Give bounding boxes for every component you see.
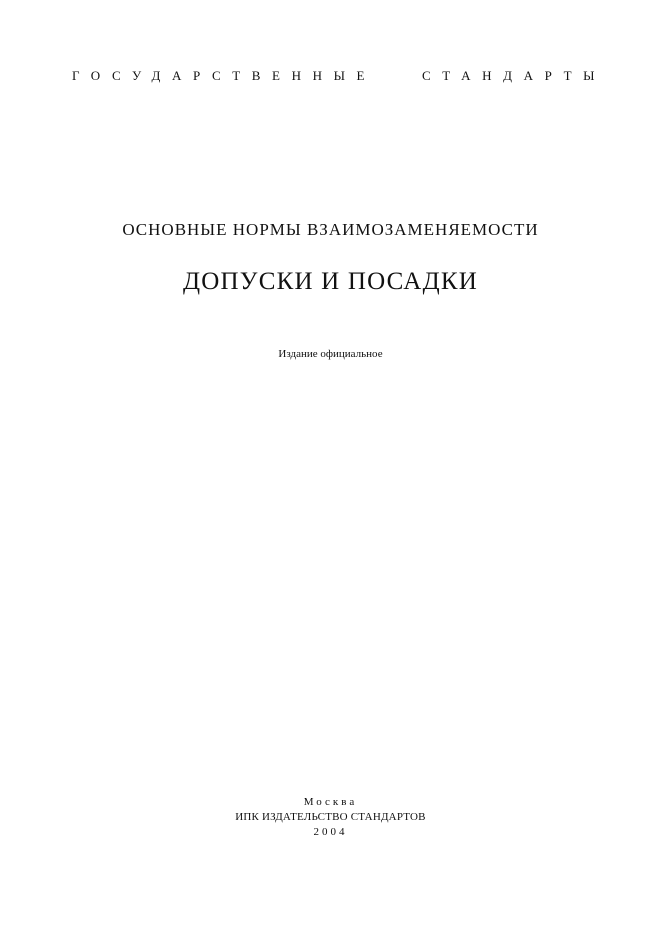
series-label-left: ГОСУДАРСТВЕННЫЕ — [72, 68, 377, 83]
document-subtitle: ОСНОВНЫЕ НОРМЫ ВЗАИМОЗАМЕНЯЕМОСТИ — [122, 220, 539, 239]
imprint-city: Москва — [303, 796, 358, 808]
series-label-right: СТАНДАРТЫ — [422, 68, 607, 83]
series-header — [72, 66, 607, 86]
edition-note: Издание официальное — [278, 348, 383, 360]
document-title: ДОПУСКИ И ПОСАДКИ — [183, 268, 478, 295]
imprint-block — [0, 795, 661, 840]
imprint-publisher: ИПК ИЗДАТЕЛЬСТВО СТАНДАРТОВ — [235, 811, 426, 823]
imprint-year: 2004 — [313, 826, 348, 838]
